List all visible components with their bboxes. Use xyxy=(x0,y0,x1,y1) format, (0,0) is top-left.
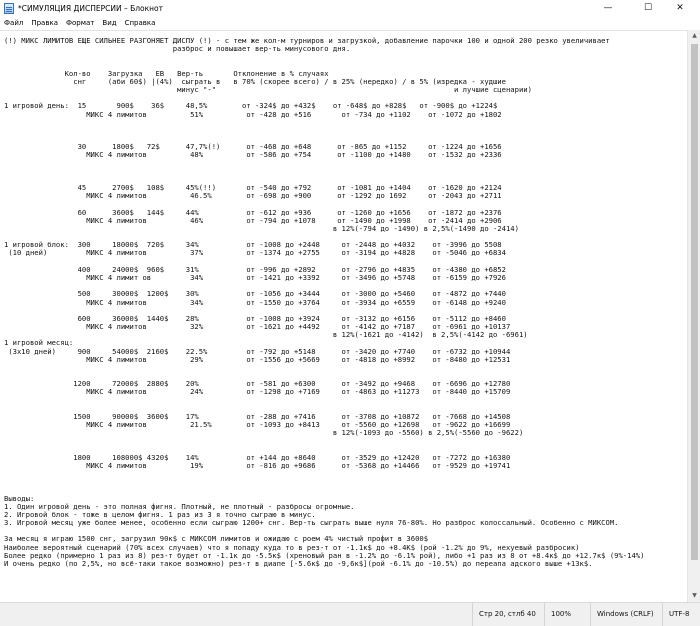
minimize-button[interactable]: — xyxy=(603,3,613,13)
text-line xyxy=(4,127,684,135)
text-line: (10 дней) МИКС 4 лимитов 37% от -1374 до +2755 от -3194 до +4828 от -5046 до +6834 xyxy=(4,248,506,258)
menu-format[interactable]: Формат xyxy=(65,18,95,27)
close-button[interactable]: ✕ xyxy=(676,3,684,13)
text-line: МИКС 4 лимитов 46.5% от -698 до +900 от -1292 до 1692 от -2043 до +2711 xyxy=(4,191,502,201)
line-ending: Windows (CRLF) xyxy=(590,603,662,626)
text-line: 45 2700$ 108$ 45%(!!) от -540 до +792 от -1081 до +1404 от -1620 до +2124 xyxy=(4,183,502,193)
text-line: Кол-во Загрузка EB Вер-ть Отклонение в % случаях xyxy=(4,68,329,78)
text-line: 1. Один игровой день - это полная фигня. Плотный, не плотный - разбросы огромные. xyxy=(4,501,355,511)
menu-edit[interactable]: Правка xyxy=(31,18,58,27)
text-line xyxy=(4,478,684,486)
text-line: МИКС 4 лимитов 34% от -1550 до +3764 от -3934 до +6559 от -6148 до +9240 xyxy=(4,297,506,307)
text-line: 30 1800$ 72$ 47,7%(!) от -468 до +648 от -865 до +1152 от -1224 до +1656 xyxy=(4,142,502,152)
text-line: 1 игровой день: 15 900$ 36$ 48,5% от -324$ до +432$ от -648$ до +828$ от -900$ до +1224$ xyxy=(4,101,498,111)
text-line xyxy=(4,160,684,168)
text-line: МИКС 4 лимит ов 34% от -1421 до +3392 от -3496 до +5748 от -6159 до +7926 xyxy=(4,272,506,282)
text-line: (!) МИКС ЛИМИТОВ ЕЩЕ СИЛЬНЕЕ РАЗГОНЯЕТ ДИСПУ (!) - с тем же кол-м турниров и загрузкой, добавление парочки 100 и одной 200 резко увеличивает xyxy=(4,37,610,45)
window-title: *СИМУЛЯЦИЯ ДИСПЕРСИИ – Блокнот xyxy=(18,3,164,13)
text-line: 1500 90000$ 3600$ 17% от -288 до +7416 от -3708 до +10872 от -7668 до +14508 xyxy=(4,411,511,421)
text-line: 400 24000$ 960$ 31% от -996 до +2892 от -2796 до +4835 от -4380 до +6852 xyxy=(4,264,506,274)
scroll-up-arrow-icon[interactable]: ▲ xyxy=(692,32,697,39)
text-line: в 12%(-1093 до -5560) в 2,5%(-5560 до -9622) xyxy=(4,428,524,438)
text-line xyxy=(4,397,684,405)
text-line: 60 3600$ 144$ 44% от -612 до +936 от -1260 до +1656 от -1872 до +2376 xyxy=(4,207,502,217)
text-line xyxy=(4,53,684,61)
menu-file[interactable]: Файл xyxy=(4,18,24,27)
document-text[interactable] xyxy=(4,37,684,601)
text-line: МИКС 4 лимитов 51% от -428 до +516 от -734 до +1102 от -1072 до +1802 xyxy=(4,109,502,119)
text-line xyxy=(4,119,684,127)
notepad-app-icon xyxy=(4,3,14,14)
text-line: 1800 108000$ 4320$ 14% от +144 до +8640 от -3529 до +12420 от -7272 до +16380 xyxy=(4,452,511,462)
text-line: МИКС 4 лимитов 21.5% от -1093 до +8413 от -5560 до +12698 от -9622 до +16699 xyxy=(4,420,511,430)
text-line xyxy=(4,486,684,494)
text-line: снг (аби 60$) |(4%) сыграть в в 70% (скорее всего) / в 25% (нередко) / в 5% (изредка - худшие xyxy=(4,76,506,86)
text-line: И очень редко (по 2,5%, но всё-таки такое возможно) рез-т в диапе [-5.6к$ до -9,6к$](рой -6.1% до -10.5%) до переапа адского выше +13к$. xyxy=(4,559,593,568)
text-line: (3х10 дней) 900 54000$ 2160$ 22.5% от -792 до +5148 от -3420 до +7740 от -6732 до +10944 xyxy=(4,346,511,356)
scrollbar-thumb[interactable] xyxy=(691,44,698,560)
text-line: Наиболее вероятный сценарий (70% всех случаев) что я попаду куда то в рез-т от -1.1к$ до +8.4К$ (рой -1.2% до 9%, нехуевый разбросик) xyxy=(4,542,580,552)
text-line: в 12%(-1621 до -4142) в 2,5%(-4142 до -6961) xyxy=(4,330,528,340)
text-line: Более редко (примерно 1 раз из 8) рез-т будет от -1.1к до -5.5к$ (хреновый ран в -1.2% до -6.1% рой), либо +1 раз из 8 от +8.4к$ до +12.7к$ (9%-14%) xyxy=(4,550,645,560)
text-line: Выводы: xyxy=(4,493,35,503)
menu-help[interactable]: Справка xyxy=(124,18,156,27)
status-bar xyxy=(0,602,700,626)
text-line: МИКС 4 лимитов 32% от -1621 до +4492 от -4142 до +7187 от -6961 до +10137 xyxy=(4,322,511,332)
text-line: 1200 72000$ 2880$ 20% от -581 до +6300 от -3492 до +9468 от -6696 до +12780 xyxy=(4,379,511,389)
text-line: МИКС 4 лимитов 24% от -1298 до +7169 от -4863 до +11273 от -8440 до +15709 xyxy=(4,387,511,397)
encoding: UTF-8 xyxy=(662,603,700,626)
zoom-level: 100% xyxy=(544,603,590,626)
text-line: МИКС 4 лимитов 48% от -586 до +754 от -1100 до +1480 от -1532 до +2336 xyxy=(4,150,502,160)
vertical-scrollbar[interactable] xyxy=(687,30,700,602)
text-line xyxy=(4,437,684,445)
text-line xyxy=(4,168,684,176)
cursor-position: Стр 20, стлб 40 xyxy=(472,603,544,626)
text-line xyxy=(4,470,684,478)
scroll-down-arrow-icon[interactable]: ▼ xyxy=(692,592,697,599)
text-line: 600 36000$ 1440$ 28% от -1008 до +3924 от -3132 до +6156 от -5112 до +8460 xyxy=(4,313,506,323)
text-line: в 12%(-794 до -1490) в 2,5%(-1490 до -2414) xyxy=(4,223,519,233)
text-line: минус "-" и лучшие сценарии) xyxy=(4,85,532,95)
text-line: 1 игровой месяц: xyxy=(4,338,74,348)
text-line: 2. Игровой блок - тоже в целом фигня. 1 раз из 3 я точно сыграю в минус. xyxy=(4,509,316,519)
menu-view[interactable]: Вид xyxy=(102,18,117,27)
title-bar xyxy=(0,0,700,16)
menu-bar xyxy=(0,16,700,29)
text-line: МИКС 4 лимитов 19% от -816 до +9686 от -5368 до +14466 от -9529 до +19741 xyxy=(4,460,511,470)
text-line: 500 30000$ 1200$ 30% от -1056 до +3444 от -3000 до +5460 от -4872 до +7440 xyxy=(4,289,506,299)
text-editor[interactable] xyxy=(0,30,687,602)
text-line: За месяц я играю 1500 снг, загрузил 90к$ с МИКСОМ лимитов и ожидаю с роем 4% чистый профит в 3600$ xyxy=(4,534,429,544)
maximize-button[interactable]: ☐ xyxy=(643,3,653,13)
text-line: 1 игровой блок: 300 18000$ 720$ 34% от -1008 до +2448 от -2448 до +4032 от -3996 до 5508 xyxy=(4,240,502,250)
text-line: разброс и повышает вер-ть минусового дня. xyxy=(4,44,351,54)
text-line: 3. Игровой месяц уже более менее, особенно если сыграю 1200+ снг. Вер-ть сыграть выше нуля 76-80%. Но разброс колоссальный. Особенно с МИКСОМ. xyxy=(4,518,619,528)
text-line: МИКС 4 лимитов 46% от -794 до +1078 от -1490 до +1998 от -2414 до +2906 xyxy=(4,215,502,225)
text-line: МИКС 4 лимитов 29% от -1556 до +5669 от -4818 до +8992 от -8480 до +12531 xyxy=(4,354,511,364)
text-line xyxy=(4,364,684,372)
